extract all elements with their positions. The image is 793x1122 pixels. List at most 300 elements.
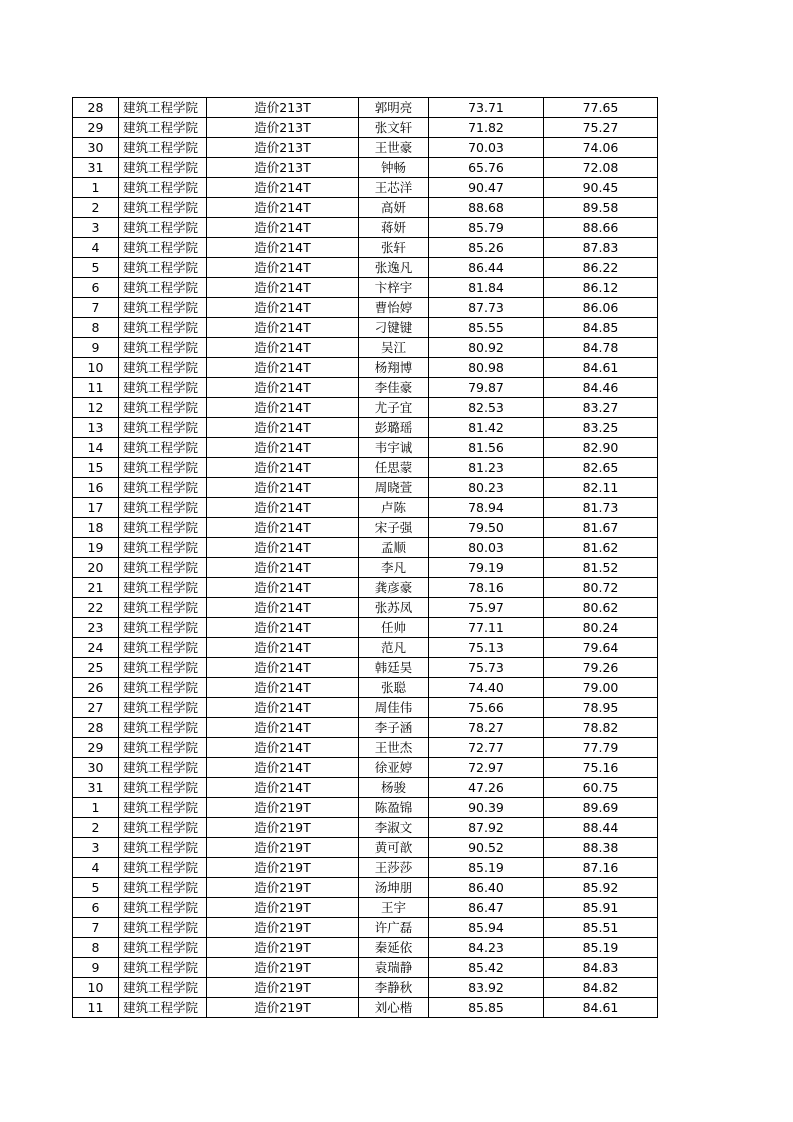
score-1-cell: 85.85 [429,998,544,1018]
row-number-cell: 4 [73,238,119,258]
student-name-cell: 蒋妍 [359,218,429,238]
class-cell: 造价214T [207,398,359,418]
score-2-cell: 81.73 [544,498,658,518]
table-row [73,218,658,238]
score-1-cell: 90.52 [429,838,544,858]
row-number-cell: 8 [73,938,119,958]
row-number-cell: 4 [73,858,119,878]
table-row [73,818,658,838]
student-name-cell: 孟顺 [359,538,429,558]
score-1-cell: 77.11 [429,618,544,638]
class-cell: 造价214T [207,378,359,398]
college-cell: 建筑工程学院 [119,338,207,358]
college-cell: 建筑工程学院 [119,438,207,458]
college-cell: 建筑工程学院 [119,758,207,778]
class-cell: 造价214T [207,638,359,658]
college-cell: 建筑工程学院 [119,498,207,518]
row-number-cell: 29 [73,738,119,758]
class-cell: 造价214T [207,538,359,558]
class-cell: 造价219T [207,818,359,838]
class-cell: 造价214T [207,578,359,598]
row-number-cell: 10 [73,978,119,998]
class-cell: 造价214T [207,258,359,278]
table-row [73,958,658,978]
table-row [73,138,658,158]
student-name-cell: 王莎莎 [359,858,429,878]
class-cell: 造价214T [207,598,359,618]
row-number-cell: 6 [73,898,119,918]
student-name-cell: 李静秋 [359,978,429,998]
score-1-cell: 86.44 [429,258,544,278]
score-1-cell: 85.94 [429,918,544,938]
score-1-cell: 85.19 [429,858,544,878]
student-name-cell: 黄可歆 [359,838,429,858]
score-1-cell: 85.42 [429,958,544,978]
row-number-cell: 18 [73,518,119,538]
class-cell: 造价214T [207,178,359,198]
student-name-cell: 卢陈 [359,498,429,518]
class-cell: 造价214T [207,438,359,458]
class-cell: 造价214T [207,678,359,698]
score-1-cell: 81.23 [429,458,544,478]
student-name-cell: 李淑文 [359,818,429,838]
table-row [73,838,658,858]
class-cell: 造价219T [207,798,359,818]
college-cell: 建筑工程学院 [119,998,207,1018]
row-number-cell: 16 [73,478,119,498]
score-2-cell: 90.45 [544,178,658,198]
score-1-cell: 86.47 [429,898,544,918]
table-row [73,478,658,498]
row-number-cell: 8 [73,318,119,338]
score-2-cell: 81.62 [544,538,658,558]
row-number-cell: 20 [73,558,119,578]
score-2-cell: 81.52 [544,558,658,578]
student-name-cell: 汤坤朋 [359,878,429,898]
table-row [73,978,658,998]
score-1-cell: 86.40 [429,878,544,898]
row-number-cell: 31 [73,158,119,178]
score-1-cell: 75.13 [429,638,544,658]
row-number-cell: 19 [73,538,119,558]
table-row [73,378,658,398]
row-number-cell: 25 [73,658,119,678]
score-2-cell: 89.69 [544,798,658,818]
score-2-cell: 82.65 [544,458,658,478]
score-2-cell: 88.44 [544,818,658,838]
table-row [73,858,658,878]
row-number-cell: 2 [73,198,119,218]
class-cell: 造价214T [207,458,359,478]
table-row [73,358,658,378]
student-name-cell: 杨骏 [359,778,429,798]
student-name-cell: 刁键键 [359,318,429,338]
table-row [73,798,658,818]
college-cell: 建筑工程学院 [119,698,207,718]
score-2-cell: 84.46 [544,378,658,398]
table-body [73,98,658,1018]
college-cell: 建筑工程学院 [119,358,207,378]
score-1-cell: 85.26 [429,238,544,258]
score-1-cell: 79.19 [429,558,544,578]
score-1-cell: 90.47 [429,178,544,198]
college-cell: 建筑工程学院 [119,538,207,558]
score-1-cell: 81.42 [429,418,544,438]
table-row [73,178,658,198]
student-name-cell: 王世杰 [359,738,429,758]
student-name-cell: 王芯洋 [359,178,429,198]
score-2-cell: 75.16 [544,758,658,778]
college-cell: 建筑工程学院 [119,898,207,918]
class-cell: 造价219T [207,878,359,898]
student-name-cell: 彭璐瑶 [359,418,429,438]
score-2-cell: 84.82 [544,978,658,998]
class-cell: 造价219T [207,898,359,918]
score-2-cell: 82.11 [544,478,658,498]
score-2-cell: 72.08 [544,158,658,178]
student-name-cell: 王世豪 [359,138,429,158]
college-cell: 建筑工程学院 [119,518,207,538]
table-row [73,418,658,438]
table-row [73,698,658,718]
table-row [73,398,658,418]
score-1-cell: 72.97 [429,758,544,778]
college-cell: 建筑工程学院 [119,818,207,838]
college-cell: 建筑工程学院 [119,98,207,118]
score-1-cell: 78.16 [429,578,544,598]
student-name-cell: 任帅 [359,618,429,638]
table-row [73,918,658,938]
score-2-cell: 86.12 [544,278,658,298]
student-name-cell: 曹怡婷 [359,298,429,318]
table-row [73,598,658,618]
score-1-cell: 85.55 [429,318,544,338]
class-cell: 造价214T [207,198,359,218]
table-row [73,878,658,898]
score-1-cell: 87.73 [429,298,544,318]
table-row [73,938,658,958]
college-cell: 建筑工程学院 [119,878,207,898]
table-row [73,558,658,578]
student-name-cell: 韦宇诚 [359,438,429,458]
student-name-cell: 陈盈锦 [359,798,429,818]
student-name-cell: 李凡 [359,558,429,578]
score-2-cell: 60.75 [544,778,658,798]
row-number-cell: 2 [73,818,119,838]
table-row [73,498,658,518]
class-cell: 造价214T [207,238,359,258]
score-2-cell: 78.82 [544,718,658,738]
table-row [73,778,658,798]
student-name-cell: 龚彦豪 [359,578,429,598]
score-1-cell: 78.94 [429,498,544,518]
score-1-cell: 81.84 [429,278,544,298]
class-cell: 造价213T [207,98,359,118]
row-number-cell: 15 [73,458,119,478]
score-1-cell: 80.92 [429,338,544,358]
row-number-cell: 6 [73,278,119,298]
college-cell: 建筑工程学院 [119,398,207,418]
score-2-cell: 84.78 [544,338,658,358]
row-number-cell: 28 [73,98,119,118]
class-cell: 造价219T [207,918,359,938]
student-name-cell: 王宇 [359,898,429,918]
student-name-cell: 周晓萱 [359,478,429,498]
row-number-cell: 3 [73,838,119,858]
class-cell: 造价219T [207,938,359,958]
score-1-cell: 47.26 [429,778,544,798]
table-row [73,538,658,558]
college-cell: 建筑工程学院 [119,138,207,158]
score-2-cell: 83.27 [544,398,658,418]
table-row [73,998,658,1018]
student-name-cell: 刘心楷 [359,998,429,1018]
table-row [73,338,658,358]
table-row [73,258,658,278]
table-row [73,278,658,298]
score-2-cell: 77.65 [544,98,658,118]
college-cell: 建筑工程学院 [119,478,207,498]
college-cell: 建筑工程学院 [119,198,207,218]
student-name-cell: 韩廷昊 [359,658,429,678]
college-cell: 建筑工程学院 [119,738,207,758]
row-number-cell: 9 [73,958,119,978]
row-number-cell: 23 [73,618,119,638]
score-2-cell: 85.91 [544,898,658,918]
table-row [73,738,658,758]
college-cell: 建筑工程学院 [119,798,207,818]
table-row [73,458,658,478]
college-cell: 建筑工程学院 [119,378,207,398]
table-row [73,618,658,638]
college-cell: 建筑工程学院 [119,158,207,178]
score-1-cell: 88.68 [429,198,544,218]
row-number-cell: 1 [73,798,119,818]
score-1-cell: 85.79 [429,218,544,238]
score-1-cell: 74.40 [429,678,544,698]
row-number-cell: 30 [73,138,119,158]
student-name-cell: 周佳伟 [359,698,429,718]
class-cell: 造价219T [207,858,359,878]
score-2-cell: 74.06 [544,138,658,158]
college-cell: 建筑工程学院 [119,718,207,738]
class-cell: 造价214T [207,298,359,318]
student-name-cell: 张苏凤 [359,598,429,618]
score-1-cell: 71.82 [429,118,544,138]
score-2-cell: 81.67 [544,518,658,538]
college-cell: 建筑工程学院 [119,558,207,578]
class-cell: 造价213T [207,138,359,158]
college-cell: 建筑工程学院 [119,678,207,698]
student-name-cell: 袁瑞静 [359,958,429,978]
score-1-cell: 72.77 [429,738,544,758]
score-2-cell: 85.92 [544,878,658,898]
college-cell: 建筑工程学院 [119,778,207,798]
score-1-cell: 84.23 [429,938,544,958]
row-number-cell: 11 [73,378,119,398]
college-cell: 建筑工程学院 [119,598,207,618]
class-cell: 造价214T [207,558,359,578]
score-2-cell: 79.26 [544,658,658,678]
college-cell: 建筑工程学院 [119,578,207,598]
row-number-cell: 11 [73,998,119,1018]
class-cell: 造价219T [207,838,359,858]
score-2-cell: 85.51 [544,918,658,938]
score-2-cell: 84.83 [544,958,658,978]
class-cell: 造价214T [207,338,359,358]
college-cell: 建筑工程学院 [119,178,207,198]
row-number-cell: 22 [73,598,119,618]
score-2-cell: 79.00 [544,678,658,698]
score-1-cell: 75.66 [429,698,544,718]
row-number-cell: 5 [73,878,119,898]
student-name-cell: 张逸凡 [359,258,429,278]
college-cell: 建筑工程学院 [119,838,207,858]
class-cell: 造价214T [207,278,359,298]
class-cell: 造价214T [207,518,359,538]
table-row [73,578,658,598]
college-cell: 建筑工程学院 [119,638,207,658]
class-cell: 造价214T [207,318,359,338]
college-cell: 建筑工程学院 [119,858,207,878]
score-2-cell: 88.66 [544,218,658,238]
college-cell: 建筑工程学院 [119,238,207,258]
student-name-cell: 张轩 [359,238,429,258]
score-1-cell: 81.56 [429,438,544,458]
class-cell: 造价213T [207,118,359,138]
score-1-cell: 65.76 [429,158,544,178]
score-2-cell: 85.19 [544,938,658,958]
table-row [73,98,658,118]
score-1-cell: 82.53 [429,398,544,418]
table-row [73,158,658,178]
college-cell: 建筑工程学院 [119,258,207,278]
row-number-cell: 13 [73,418,119,438]
table-row [73,638,658,658]
student-name-cell: 高妍 [359,198,429,218]
row-number-cell: 21 [73,578,119,598]
score-1-cell: 75.97 [429,598,544,618]
score-1-cell: 83.92 [429,978,544,998]
score-2-cell: 86.22 [544,258,658,278]
table-row [73,298,658,318]
class-cell: 造价214T [207,658,359,678]
college-cell: 建筑工程学院 [119,618,207,638]
student-name-cell: 郭明亮 [359,98,429,118]
row-number-cell: 26 [73,678,119,698]
row-number-cell: 1 [73,178,119,198]
row-number-cell: 27 [73,698,119,718]
table-row [73,318,658,338]
score-1-cell: 87.92 [429,818,544,838]
table-row [73,898,658,918]
score-2-cell: 82.90 [544,438,658,458]
class-cell: 造价219T [207,998,359,1018]
row-number-cell: 10 [73,358,119,378]
college-cell: 建筑工程学院 [119,658,207,678]
row-number-cell: 14 [73,438,119,458]
college-cell: 建筑工程学院 [119,318,207,338]
table-row [73,658,658,678]
student-name-cell: 张文轩 [359,118,429,138]
college-cell: 建筑工程学院 [119,418,207,438]
score-2-cell: 87.16 [544,858,658,878]
row-number-cell: 7 [73,298,119,318]
row-number-cell: 17 [73,498,119,518]
student-name-cell: 卞梓宇 [359,278,429,298]
class-cell: 造价214T [207,758,359,778]
score-2-cell: 78.95 [544,698,658,718]
student-name-cell: 秦延依 [359,938,429,958]
score-2-cell: 80.24 [544,618,658,638]
row-number-cell: 5 [73,258,119,278]
row-number-cell: 7 [73,918,119,938]
student-name-cell: 尤子宜 [359,398,429,418]
score-1-cell: 80.23 [429,478,544,498]
row-number-cell: 28 [73,718,119,738]
score-2-cell: 84.85 [544,318,658,338]
class-cell: 造价214T [207,698,359,718]
class-cell: 造价214T [207,418,359,438]
row-number-cell: 3 [73,218,119,238]
college-cell: 建筑工程学院 [119,298,207,318]
student-name-cell: 范凡 [359,638,429,658]
college-cell: 建筑工程学院 [119,958,207,978]
college-cell: 建筑工程学院 [119,218,207,238]
student-name-cell: 钟畅 [359,158,429,178]
college-cell: 建筑工程学院 [119,938,207,958]
score-2-cell: 80.72 [544,578,658,598]
table-row [73,678,658,698]
student-name-cell: 吴江 [359,338,429,358]
score-1-cell: 80.03 [429,538,544,558]
student-name-cell: 徐亚婷 [359,758,429,778]
class-cell: 造价214T [207,718,359,738]
college-cell: 建筑工程学院 [119,918,207,938]
score-1-cell: 79.50 [429,518,544,538]
row-number-cell: 12 [73,398,119,418]
score-1-cell: 78.27 [429,718,544,738]
student-score-table [72,97,658,1018]
score-2-cell: 75.27 [544,118,658,138]
table-row [73,758,658,778]
score-1-cell: 70.03 [429,138,544,158]
class-cell: 造价214T [207,358,359,378]
table-row [73,238,658,258]
score-1-cell: 73.71 [429,98,544,118]
score-2-cell: 77.79 [544,738,658,758]
class-cell: 造价219T [207,978,359,998]
class-cell: 造价214T [207,618,359,638]
score-1-cell: 79.87 [429,378,544,398]
score-2-cell: 79.64 [544,638,658,658]
class-cell: 造价214T [207,478,359,498]
student-name-cell: 杨翔博 [359,358,429,378]
student-name-cell: 李佳豪 [359,378,429,398]
student-name-cell: 许广磊 [359,918,429,938]
row-number-cell: 9 [73,338,119,358]
college-cell: 建筑工程学院 [119,278,207,298]
class-cell: 造价219T [207,958,359,978]
score-2-cell: 84.61 [544,998,658,1018]
college-cell: 建筑工程学院 [119,458,207,478]
score-2-cell: 87.83 [544,238,658,258]
row-number-cell: 29 [73,118,119,138]
college-cell: 建筑工程学院 [119,118,207,138]
score-1-cell: 90.39 [429,798,544,818]
table-row [73,718,658,738]
class-cell: 造价213T [207,158,359,178]
